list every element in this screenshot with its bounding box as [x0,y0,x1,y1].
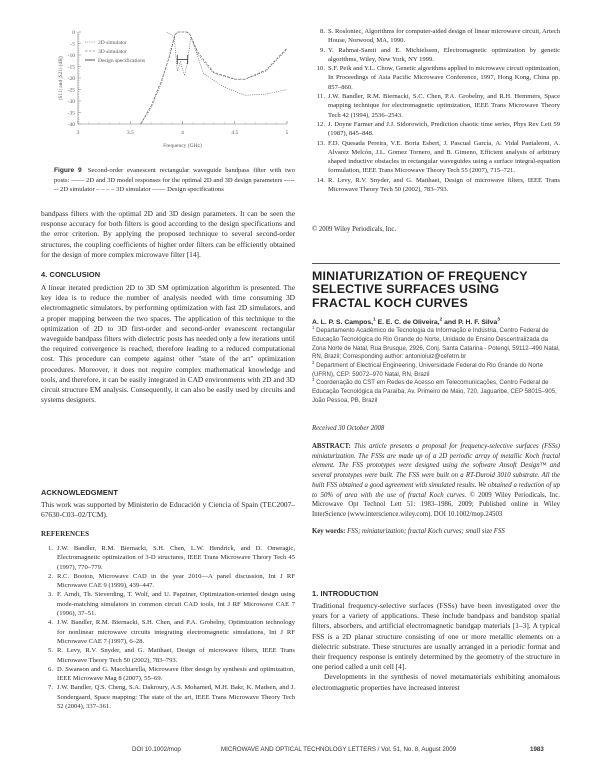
reference-item: 3. F. Arndt, Th. Sieverding, T. Wolf, and U. Papziner, Optimization-oriented design using mode-matching simulators in common circuit CAD tools, Int J RF Microwave CAE 7 (1996), 37–51. [48,591,295,618]
reference-item: 2. R.C. Booton, Microwave CAD in the year 2010—A panel discussion, Int J RF Microwave CAE 9 (1999), 439–447. [48,572,295,590]
figure-caption [54,166,295,195]
svg-text:0: 0 [72,30,75,36]
paragraph-results: bandpass filters with the optimal 2D and 3D design parameters. It can be seen the response accuracy for both filters is good according to the design specifications and the error criterion. By applying the proposed technique to several second-order structures, the coupling coefficients of higher order filters can be efficiently obtained for the design of more complex microwave filter [14]. [41,209,295,259]
chart-legend [85,40,145,64]
received-date: Received 30 October 2008 [312,425,385,432]
reference-item: 5. R. Levy, R.V. Snyder, and G. Matthaei, Design of microwave filters, IEEE Trans Microwave Theory Tech 50 (2002), 783–793. [48,647,295,664]
reference-item: 12. J. Doyne Farmer and J.J. Sidorowich, Prediction chaotic time series, Phys Rev Lett 59 (1987), 845–848. [316,120,560,138]
footer-journal: MICROWAVE AND OPTICAL TECHNOLOGY LETTERS / Vol. 51, No. 8, August 2009 [221,746,457,753]
article-front-matter [312,425,560,535]
svg-text:-10: -10 [67,53,75,59]
reference-item: 7. J.W. Bandler, Q.S. Cheng, S.A. Dakroury, A.S. Mohamed, M.H. Bakr, K. Madsen, and J. Sondergaard, Space mapping: The state of the art, IEEE Trans Microwave Theory Tech 52 (2004), 337–361. [48,684,295,711]
svg-text:4.5: 4.5 [231,130,239,136]
svg-text:|S11| and |S21| (dB): |S11| and |S21| (dB) [58,56,64,100]
keywords: Key words: FSS; miniaturization; fractal Koch curves; small size FSS [312,527,505,535]
section-heading-references: REFERENCES [41,530,90,538]
svg-text:-20: -20 [67,76,75,82]
chart-curves [141,32,287,124]
section-heading-acknowledgment: ACKNOWLEDGMENT [41,488,118,497]
reference-item: 14. R. Levy, R.V. Snyder, and G. Matthaei, Design of microwave filters, IEEE Trans Microwave Theory Tech 50 (2002), 783–793. [316,176,560,194]
paragraph-introduction-1: Traditional frequency-selective surfaces (FSSs) have been investigated over the years for a variety of applications. These include bandpass and bandstop spatial filters, absorbers, and artificial electromagnetic bandgap materials [1–3]. A typical FSS is a 2D planar structure consisting of one or more metallic elements on a dielectric substrate. These structures are usually arranged in a periodic format and their frequency response is entirely determined by the geometry of the structure in one period called a unit cell [4]. [312,601,560,672]
article-divider [312,263,560,264]
reference-list [43,544,295,711]
reference-item: 10. S.F. Peik and Y.L. Chow, Genetic algorithms applied to microwave circuit optimization, In Proceedings of Asia Pacific Microwave Conference, 1997, Hong Kong, China pp. 857–860. [316,65,560,91]
svg-text:-35: -35 [67,110,75,117]
line-chart [0,0,300,160]
svg-text:Frequency (GHz): Frequency (GHz) [163,143,202,149]
article-title: MINIATURIZATION OF FREQUENCY SELECTIVE SURFACES USING FRACTAL KOCH CURVES [312,269,528,310]
reference-item: 1. J.W. Bandler, R.M. Biernacki, S.H. Chen, L.W. Hendrick, and D. Omeragic, Electromagnetic optimization of 3-D structures, IEEE Trans Microwave Theory Tech 45 (1997), 770–779. [48,545,295,571]
svg-text:2D simulator: 2D simulator [98,40,127,46]
figure-9 [0,0,300,160]
paragraph-conclusion: A linear iterated prediction 2D to 3D SM optimization algorithm is presented. The key idea is to reduce the number of analysis needed with time consuming 3D electromagnetic simulators, by performing optimization with fast 2D simulators, and a proper mapping between the two spaces. The application of this technique to the optimization of 2D to 3D first-order and second-order evanescent rectangular waveguide bandpass filters with dielectric posts has needed only a few iterations until the required convergence is reached, therefore leading to a reduced computational cost. This procedure can compete against other "state of the art" optimization procedures. Moreover, it does not require complex mathematical knowledge and tools, and therefore, it can be easily integrated in CAD environments with 2D and 3D circuit structure EM analysis. Consequently, it can also be easily used by circuits and systems designers. [41,283,295,405]
svg-text:-25: -25 [67,87,75,94]
svg-text:3: 3 [76,130,80,136]
affiliation-1: $^1$ Departamento Acadêmico de Tecnologia da Informação e Indústria, Centro Federal de Educação Tecnológica do Rio Grande do Norte, Unidade de Ensino Descentralizada da Zona Norte de Natal, Rua Brusque, 2926, Conj. Santa Catarina - Potengi, 59112–490 Natal, RN, Brazil; Corresponding author: antonioluiz@cefetrn.br [312,325,560,361]
svg-text:-15: -15 [67,64,75,71]
figure-label: Figure 9 [54,167,82,174]
footer-page-number: 1983 [530,746,544,753]
article-authors: A. L. P. S. Campos,$^1$ E. E. C. de Oliveira,$^2$ and P. H. F. Silva$^3$ [312,317,500,327]
footer-doi: DOI 10.1002/mop [132,746,181,753]
reference-item: 13. F.D. Quesada Pereira, V.E. Boria Esbert, J. Pascual García, A. Vidal Pantaleoni, A. Alvarez Melcón, J.L. Gomez Tornero, and B. Gimeno, Efficient analysis of arbitrary shaped inductive obstacles in rectangular waveguides using a surface integral-equation formulation, IEEE Trans Microwave Theory Tech 55 (2007), 715–721. [316,139,560,175]
abstract-label: ABSTRACT: [312,443,351,450]
section-heading-introduction: 1. INTRODUCTION [312,589,379,598]
reference-item: 6. D. Swanson and G. Macchiarella, Microwave filter design by synthesis and optimization, IEEE Microwave Mag 8 (2007), 55–69. [48,665,295,683]
article-header [312,270,560,406]
chart-axes [57,30,289,149]
abstract: ABSTRACT: This article presents a proposal for frequency-selective surfaces (FSSs) miniaturization. The FSSs are made up of a 2D periodic array of metallic Koch fractal element. The FSS prototypes were designed using the software Ansoft Design™ and several prototypes were built. The FSS were built on a RT-Duroid 3010 substrate. All the built FSS obtained a good agreement with simulated results. We obtained a reduction of up to 50% of area with the use of fractal Koch curves. © 2009 Wiley Periodicals, Inc. Microwave Opt Technol Lett 51: 1983–1986, 2009; Published online in Wiley InterScience (www.interscience.wiley.com). DOI 10.1002/mop.24503 [312,443,561,518]
introduction-section [312,589,560,693]
affiliation-3: $^3$ Coordenação do CST em Redes de Acesso em Telecomunicações, Centro Federal de Educação Tecnológica da Paraíba, Av. Primeiro de Maio, 720, Jaguaribe, CEP 58015–905, João Pessoa, PB, Brazil [312,377,557,404]
svg-text:Design specifications: Design specifications [98,58,146,64]
svg-text:3D simulator: 3D simulator [98,49,127,55]
reference-item: 9. Y. Rahmat-Samii and E. Michielssen, Electromagnetic optimization by genetic algorithms, Wiley, New York, NY 1999. [320,46,560,63]
affiliation-2: $^2$ Department of Electrical Engineering, Universidade Federal do Rio Grande do Norte (UFRN), CEP: 59072–970 Natal, RN, Brazil [312,360,544,378]
reference-item: 11. J.W. Bandler, R.M. Biernacki, S.C. Chen, P.A. Grobelny, and R.H. Hemmers, Space mapping technique for electromagnetic optimization, IEEE Trans Microwave Theory Tech 42 (1994), 2536–2543. [317,93,560,119]
paragraph-introduction-2: Developments in the synthesis of novel metamaterials exhibiting anomalous electromagnetic properties have increased interest [312,672,560,692]
section-heading-conclusion: 4. CONCLUSION [41,270,101,279]
svg-text:3.5: 3.5 [126,130,134,136]
svg-text:5: 5 [285,130,289,136]
paragraph-acknowledgment: This work was supported by Ministerio de Educación y Ciencia of Spain (TEC2007–67630-C03–02/TCM). [41,500,295,520]
svg-text:-30: -30 [67,99,75,105]
figure-caption-text: Second-order evanescent rectangular waveguide bandpass filter with two posts: —— 2D and 3D model responses for the optimal 2D and 3D design parameters ------- 2D simulator – – – – 3D simulator —— Design specifications [54,167,295,194]
copyright-notice: © 2009 Wiley Periodicals, Inc. [312,226,397,233]
reference-item: 8. S. Rosloniec, Algorithms for computer-aided design of linear microwave circuit, Artech House, Norwood, MA, 1990. [320,28,560,45]
reference-list-continued [312,27,560,194]
svg-text:4: 4 [181,130,184,136]
reference-item: 4. J.W. Bandler, R.M. Biernacki, S.H. Chen, and P.A. Grobelny, Optimization technology for nonlinear microwave circuits integrating electromagnetic simulations, Int J RF Microwave CAE 7 (1997), 6–28. [48,619,295,645]
svg-text:-40: -40 [67,122,75,128]
svg-text:-5: -5 [70,41,75,48]
